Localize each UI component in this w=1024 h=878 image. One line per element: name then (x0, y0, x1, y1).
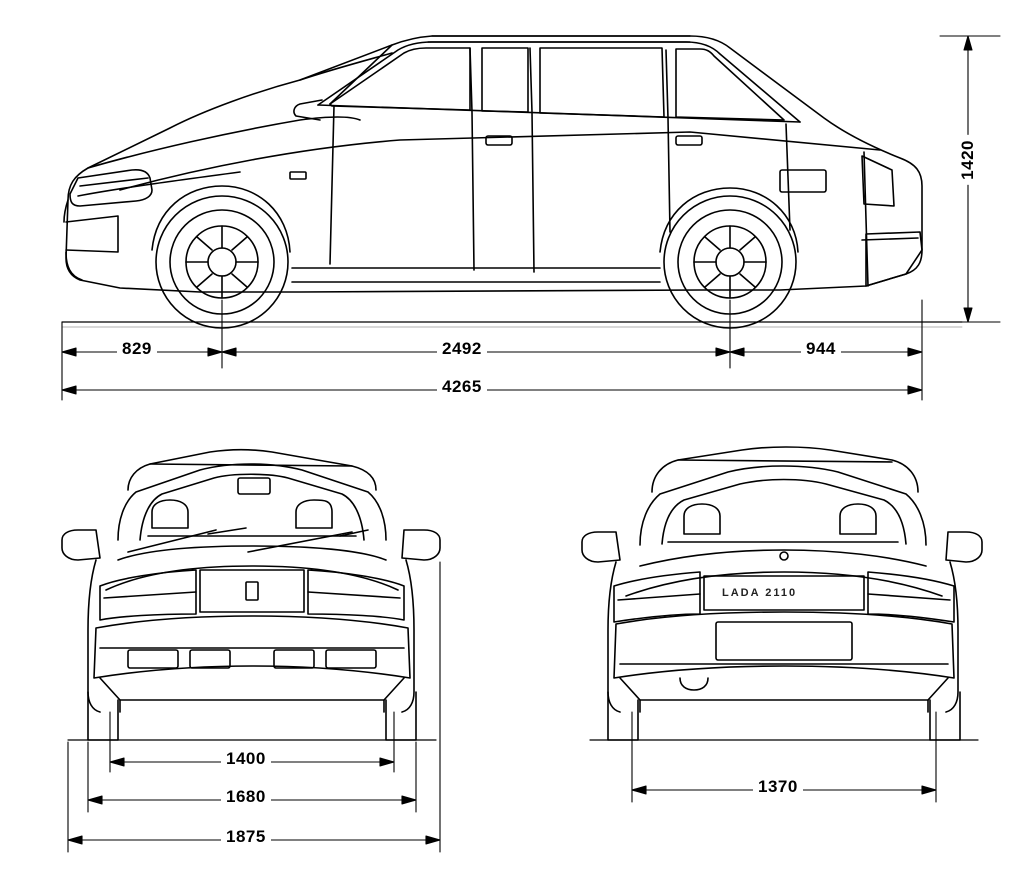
dim-rear-overhang: 944 (801, 339, 841, 359)
dim-wheelbase: 2492 (437, 339, 487, 359)
dim-body-width: 1680 (221, 787, 271, 807)
rear-badge-text: LADA 2110 (722, 587, 798, 599)
dim-overall-height: 1420 (958, 135, 978, 185)
side-view-car (62, 36, 962, 328)
dim-overall-length: 4265 (437, 377, 487, 397)
dim-rear-track: 1370 (753, 777, 803, 797)
dim-overall-width: 1875 (221, 827, 271, 847)
dim-front-overhang: 829 (117, 339, 157, 359)
dim-front-track: 1400 (221, 749, 271, 769)
front-view-car (62, 450, 440, 740)
